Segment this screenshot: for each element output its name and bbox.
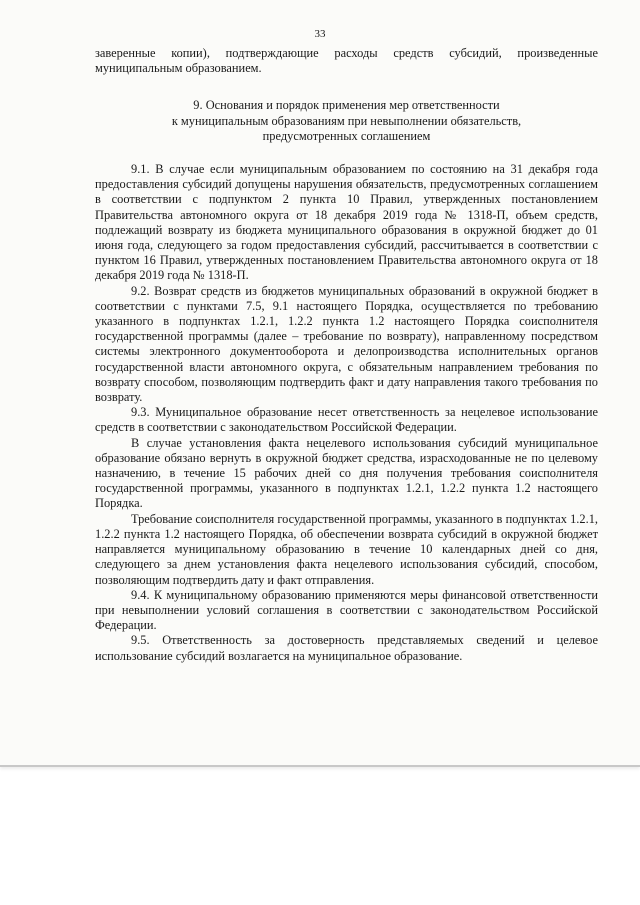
page-number: 33 (314, 28, 326, 40)
section-heading-line-3: предусмотренных соглашением (262, 128, 431, 143)
paragraph-9-1: 9.1. В случае если муниципальным образованием по состоянию на 31 декабря года предоставления субсидий допущены нарушения обязательств, предусмотренных соглашением в соответствии с подпунктом 2 пункта 10 Правил, утвержденных постановлением Правительства автономного округа от 18 декабря 2019 года № 1318-П, объем средств, подлежащий возврату из бюджета муниципального образования в окружной бюджет до 01 июня года, следующего за годом предоставления субсидий, рассчитывается в соответствии с пунктом 16 Правил, утвержденных постановлением Правительства автономного округа от 18 декабря 2019 года № 1318-П. (95, 162, 598, 283)
paragraph-9-2: 9.2. Возврат средств из бюджетов муниципальных образований в окружной бюджет в соответствии с пунктами 7.5, 9.1 настоящего Порядка, осуществляется по требованию указанного в подпунктах 1.2.1, 1.2.2 пункта 1.2 настоящего Порядка соисполнителя государственной программы (далее – требование по возврату), направленному посредством системы электронного документооборота и делопроизводства исполнительных органов государственной власти автономного округа, с обязательным направлением требования по возврату способом, позволяющим подтвердить факт и дату направления такого требования по возврату. (95, 283, 598, 405)
section-heading-line-1: 9. Основания и порядок применения мер ответственности (193, 98, 500, 113)
document-body (95, 46, 598, 664)
paragraph-9-3-misuse: В случае установления факта нецелевого использования субсидий муниципальное образование обязано вернуть в окружной бюджет средства, израсходованные не по целевому назначению, в течение 15 рабочих дней со дня получения требования соисполнителя государственной программы, указанного в подпунктах 1.2.1, 1.2.2 пункта 1.2 настоящего Порядка. (95, 435, 598, 511)
paragraph-9-5: 9.5. Ответственность за достоверность представляемых сведений и целевое использование субсидий возлагается на муниципальное образование. (95, 633, 598, 663)
section-heading-line-2: к муниципальным образованиям при невыполнении обязательств, (171, 113, 522, 128)
section-heading (95, 98, 598, 144)
paragraph-9-3-requirement: Требование соисполнителя государственной программы, указанного в подпунктах 1.2.1, 1.2.2 пункта 1.2 настоящего Порядка, об обеспечении возврата субсидий в окружной бюджет направляется муниципальному образованию в течение 10 календарных дней со дня, следующего за днем установления факта нецелевого использования субсидий, способом, позволяющим подтвердить дату и факт отправления. (95, 511, 598, 587)
paragraph-9-4: 9.4. К муниципальному образованию применяются меры финансовой ответственности при невыполнении условий соглашения в соответствии с законодательством Российской Федерации. (95, 587, 598, 633)
paragraph-9-3: 9.3. Муниципальное образование несет ответственность за нецелевое использование средств в соответствии с законодательством Российской Федерации. (95, 405, 598, 435)
continuation-paragraph: заверенные копии), подтверждающие расходы средств субсидий, произведенные муниципальным образованием. (95, 46, 598, 76)
